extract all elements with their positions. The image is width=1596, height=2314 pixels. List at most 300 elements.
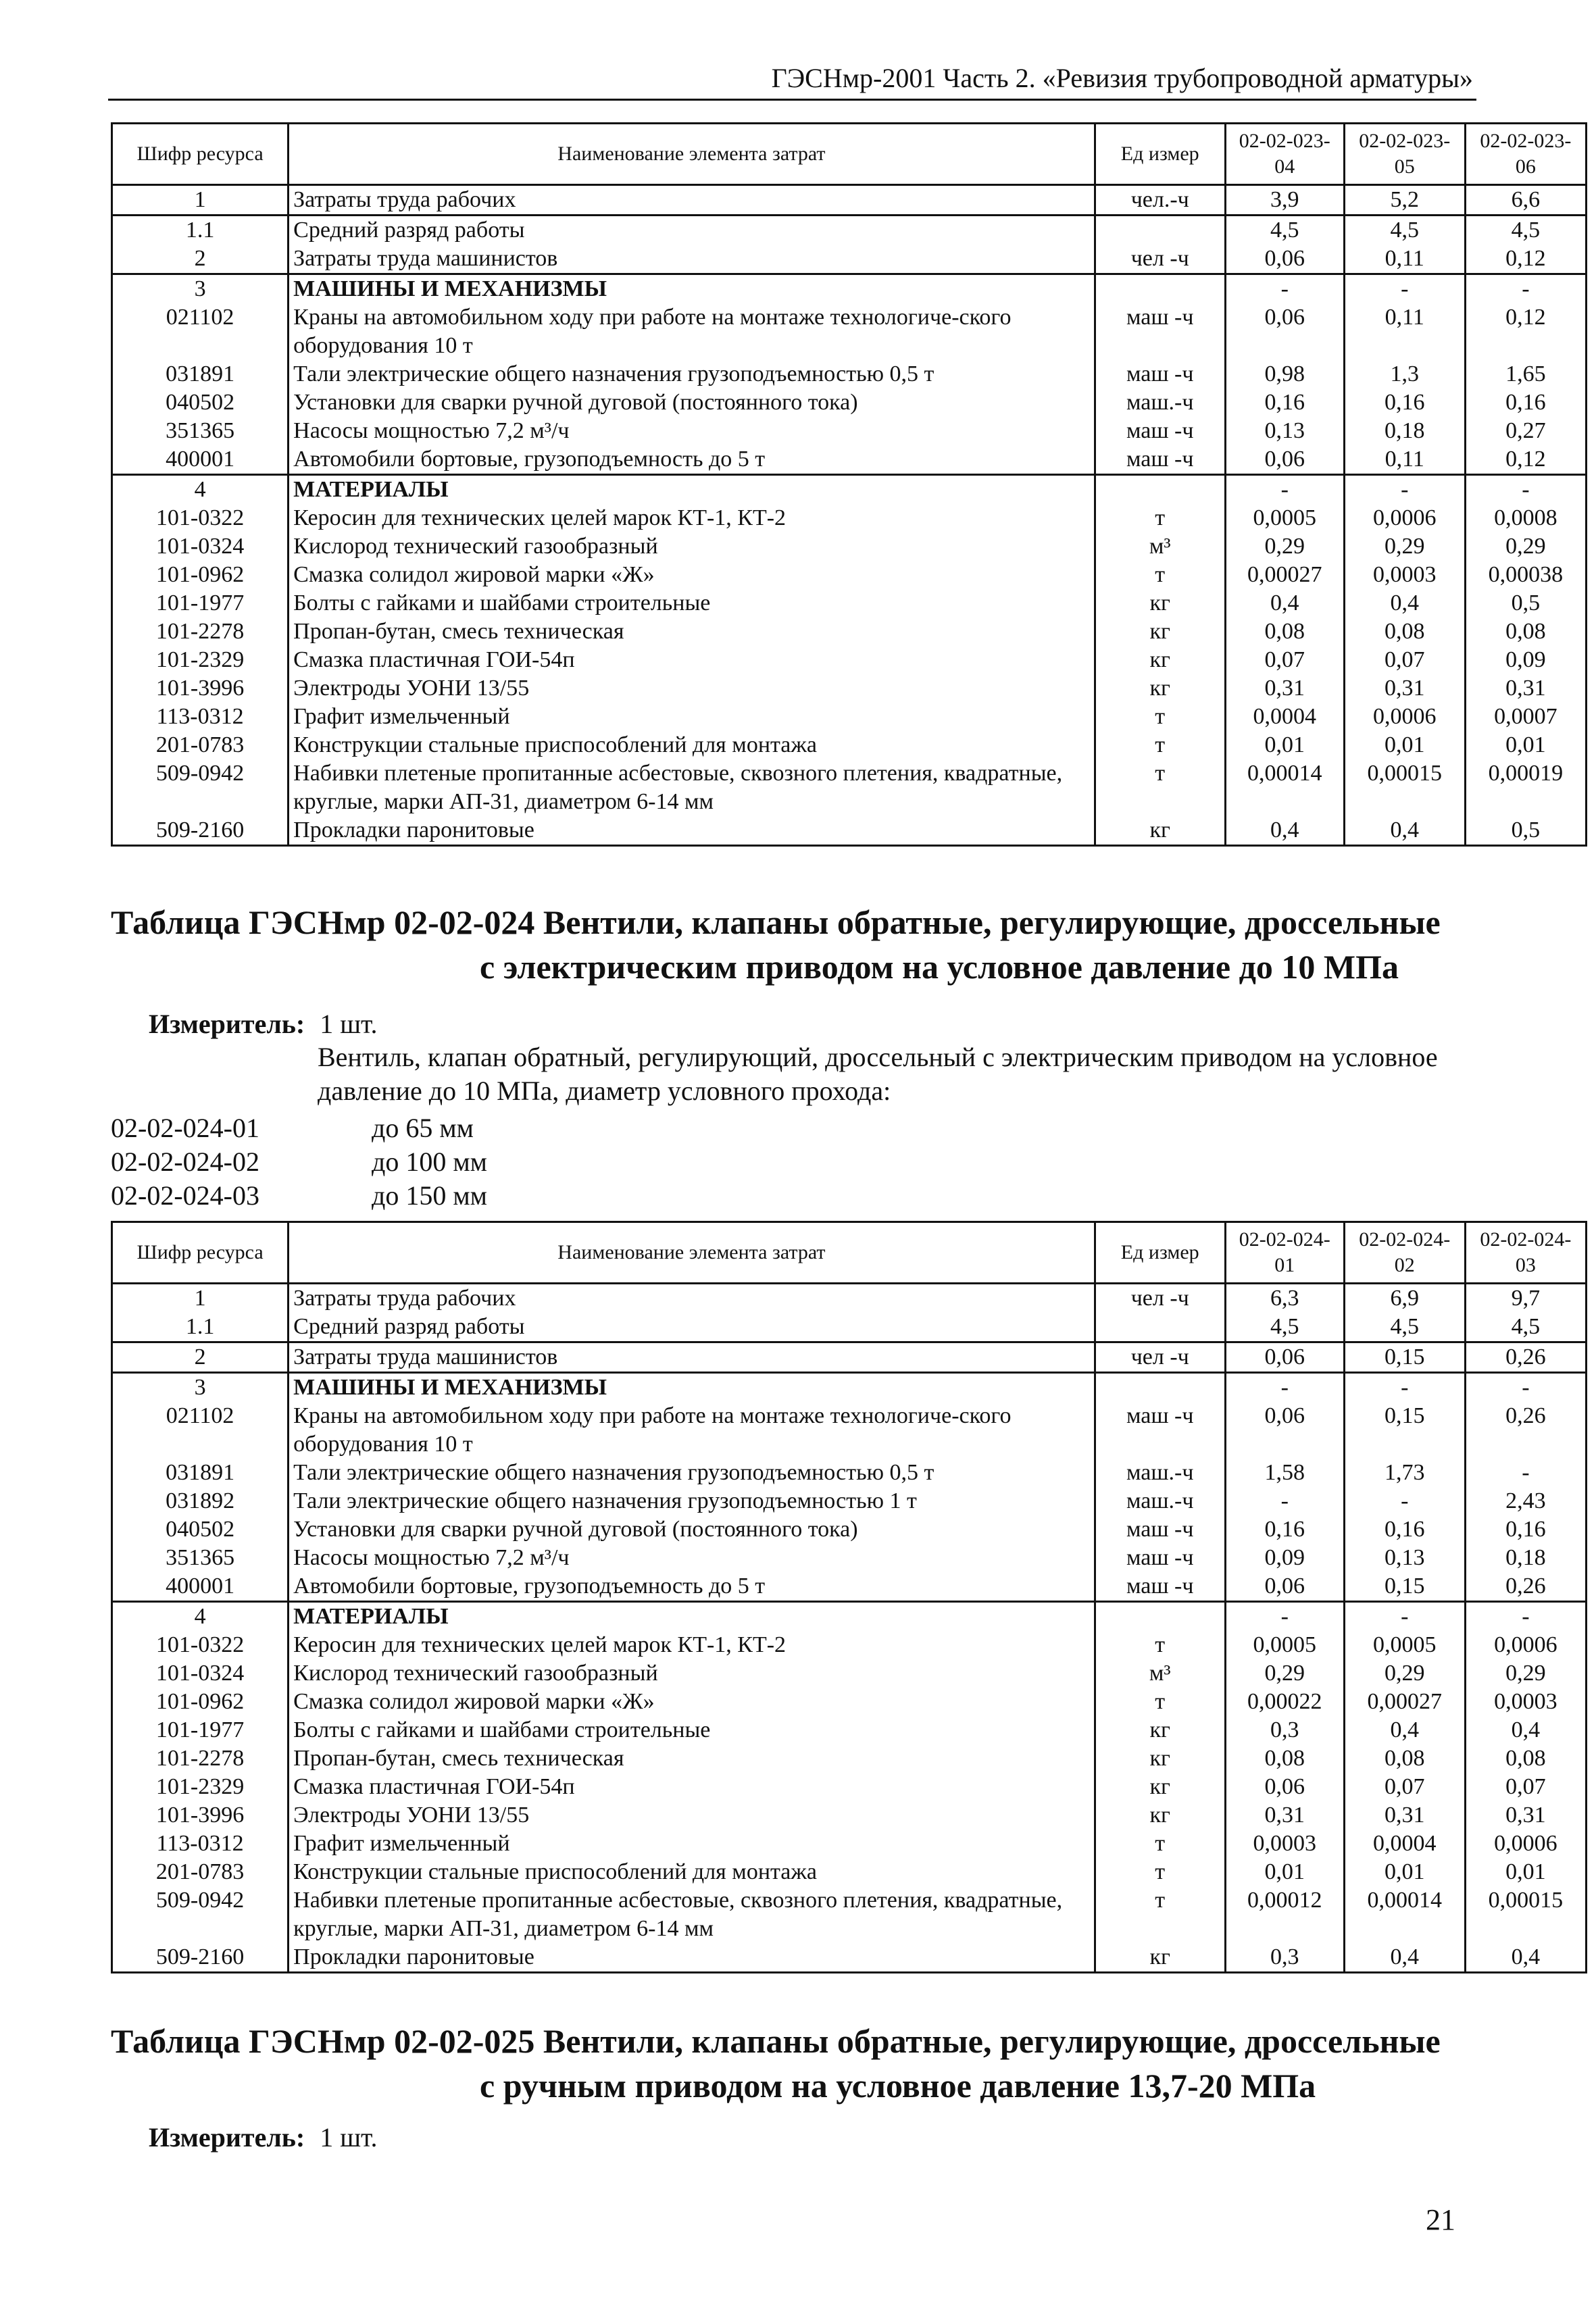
variant-text: до 65 мм [372, 1113, 474, 1143]
norm-value-3: 0,00038 [1488, 562, 1564, 587]
resource-unit: т [1095, 1830, 1225, 1858]
resource-code: 2 [112, 245, 289, 274]
norm-value-3: 1,65 [1505, 361, 1546, 386]
norm-value-2: 0,07 [1344, 646, 1465, 674]
resource-code: 101-0962 [112, 561, 289, 589]
resource-unit: т [1095, 504, 1225, 532]
variant-row [111, 1179, 487, 1213]
norm-value-3: 4,5 [1465, 1313, 1586, 1342]
col-header-norm-1: 02-02-023-04 [1225, 124, 1344, 185]
norm-value-2: 0,29 [1344, 532, 1465, 561]
resource-name: МАТЕРИАЛЫ [289, 1602, 1095, 1632]
norm-value-3: 0,31 [1505, 676, 1546, 701]
norm-value-3: 0,08 [1505, 619, 1546, 644]
resource-unit: маш -ч [1095, 417, 1225, 445]
resource-unit: чел -ч [1095, 1284, 1225, 1313]
norm-value-1: 0,3 [1225, 1943, 1344, 1973]
norm-value-1: 0,00012 [1225, 1886, 1344, 1943]
norm-value-1: 0,08 [1225, 1744, 1344, 1773]
resource-name: Электроды УОНИ 13/55 [289, 674, 1095, 703]
table-row [112, 417, 1587, 445]
resource-name: Установки для сварки ручной дуговой (постоянного тока) [289, 388, 1095, 417]
resource-name: Краны на автомобильном ходу при работе на монтаже технологиче-ского оборудования 10 т [289, 1402, 1095, 1459]
resource-unit: т [1095, 731, 1225, 759]
table-row [112, 475, 1587, 505]
resource-code: 400001 [112, 445, 289, 475]
norm-value-1: 0,00014 [1225, 759, 1344, 816]
norm-value-2: 4,5 [1344, 1313, 1465, 1342]
resource-unit: кг [1095, 1716, 1225, 1744]
norm-value-1: 0,29 [1225, 1659, 1344, 1688]
norm-value-2: 0,01 [1344, 731, 1465, 759]
norm-value-2: 1,73 [1344, 1459, 1465, 1487]
table-row [112, 1886, 1587, 1943]
norm-value-1: 0,29 [1225, 532, 1344, 561]
norm-value-1: 4,5 [1225, 216, 1344, 245]
norm-value-1: 0,06 [1225, 245, 1344, 274]
norm-value-2: 0,4 [1344, 1943, 1465, 1973]
norm-value-2: 0,01 [1344, 1858, 1465, 1886]
table-row [112, 1716, 1587, 1744]
table-024-title-line-1: Таблица ГЭСНмр 02-02-024 Вентили, клапаны обратные, регулирующие, дроссельные [111, 903, 1441, 941]
resource-unit: кг [1095, 1943, 1225, 1973]
norm-value-1: 0,31 [1225, 674, 1344, 703]
table-row [112, 445, 1587, 475]
table-row [112, 703, 1587, 731]
col-header-unit: Ед измер [1095, 1222, 1225, 1284]
norm-value-2: 0,13 [1344, 1544, 1465, 1572]
resource-name: МАШИНЫ И МЕХАНИЗМЫ [289, 1373, 1095, 1403]
resource-code: 113-0312 [112, 703, 289, 731]
table-row [112, 589, 1587, 618]
resource-name: МАТЕРИАЛЫ [289, 475, 1095, 505]
norm-value-1: - [1225, 1487, 1344, 1515]
norm-value-3: 6,6 [1465, 185, 1586, 216]
resource-code: 3 [112, 1373, 289, 1403]
resource-name: Набивки плетеные пропитанные асбестовые, сквозного плетения, квадратные, круглые, марки АП-31, диаметром 6-14 мм [289, 1886, 1095, 1943]
table-025-title-line-2: с ручным приводом на условное давление 13,7-20 МПа [480, 2067, 1316, 2105]
norm-value-1: 0,06 [1225, 1342, 1344, 1373]
resource-name: Смазка солидол жировой марки «Ж» [289, 1688, 1095, 1716]
variant-code: 02-02-024-01 [111, 1113, 259, 1143]
table-row [112, 1830, 1587, 1858]
norm-value-2: 0,11 [1344, 303, 1465, 360]
norm-value-2: 0,31 [1344, 1801, 1465, 1830]
resource-unit: кг [1095, 674, 1225, 703]
resource-name: Средний разряд работы [289, 1313, 1095, 1342]
resource-code: 509-2160 [112, 816, 289, 846]
norm-value-3: - [1522, 1460, 1530, 1485]
table-header-row [112, 124, 1587, 185]
resource-code: 031892 [112, 1487, 289, 1515]
resource-unit: кг [1095, 1801, 1225, 1830]
norm-value-1: 0,06 [1225, 1773, 1344, 1801]
norm-value-3: 4,5 [1511, 218, 1541, 243]
norm-value-3: 9,7 [1511, 1286, 1541, 1311]
norm-value-3: 0,12 [1505, 305, 1546, 330]
measure-value: 1 шт. [320, 2122, 378, 2153]
norm-value-1: - [1225, 1602, 1344, 1632]
resource-unit: т [1095, 1886, 1225, 1943]
resource-code: 2 [112, 1342, 289, 1373]
resource-code: 040502 [112, 388, 289, 417]
norm-value-2: 0,15 [1344, 1342, 1465, 1373]
table-row [112, 1313, 1587, 1342]
norm-value-2: 0,00014 [1344, 1886, 1465, 1943]
resource-name: Тали электрические общего назначения грузоподъемностью 0,5 т [289, 1459, 1095, 1487]
norm-value-2: 0,15 [1344, 1402, 1465, 1459]
table-row [112, 245, 1587, 274]
resource-code: 040502 [112, 1515, 289, 1544]
variant-row [111, 1145, 487, 1179]
col-header-name: Наименование элемента затрат [289, 124, 1095, 185]
norm-value-1: 0,3 [1225, 1716, 1344, 1744]
norm-value-1: 0,00022 [1225, 1688, 1344, 1716]
norm-value-1: 0,06 [1225, 1572, 1344, 1602]
resource-table-024 [111, 1221, 1587, 1973]
resource-code: 400001 [112, 1572, 289, 1602]
norm-value-3: 0,26 [1505, 1403, 1546, 1428]
col-header-code: Шифр ресурса [112, 124, 289, 185]
resource-code: 3 [112, 274, 289, 304]
norm-value-2: 4,5 [1344, 216, 1465, 245]
page-number: 21 [1426, 2203, 1455, 2236]
norm-value-3: - [1522, 276, 1530, 301]
resource-code: 1.1 [112, 1313, 289, 1342]
norm-value-1: 0,0003 [1225, 1830, 1344, 1858]
resource-name: Пропан-бутан, смесь техническая [289, 618, 1095, 646]
norm-value-2: 0,29 [1344, 1659, 1465, 1688]
measure-label: Измеритель: [149, 2122, 305, 2153]
resource-unit: кг [1095, 816, 1225, 846]
norm-value-1: 0,0005 [1225, 1631, 1344, 1659]
resource-unit: т [1095, 1688, 1225, 1716]
norm-value-1: 0,0004 [1225, 703, 1344, 731]
resource-code: 101-0322 [112, 504, 289, 532]
norm-value-1: 1,58 [1225, 1459, 1344, 1487]
resource-name: Пропан-бутан, смесь техническая [289, 1744, 1095, 1773]
table-row [112, 674, 1587, 703]
resource-unit: маш.-ч [1095, 1487, 1225, 1515]
resource-unit: маш.-ч [1095, 1459, 1225, 1487]
col-header-norm-2: 02-02-023-05 [1344, 124, 1465, 185]
norm-value-2: 0,0006 [1344, 703, 1465, 731]
norm-value-1: 4,5 [1225, 1313, 1344, 1342]
norm-value-1: 0,01 [1225, 1858, 1344, 1886]
resource-unit [1095, 216, 1225, 245]
resource-name: Затраты труда рабочих [289, 185, 1095, 216]
norm-value-2: 0,11 [1344, 245, 1465, 274]
norm-value-3: 0,16 [1505, 1517, 1546, 1542]
resource-name: Насосы мощностью 7,2 м³/ч [289, 417, 1095, 445]
norm-value-1: 0,16 [1225, 1515, 1344, 1544]
resource-code: 101-1977 [112, 589, 289, 618]
col-header-norm-3: 02-02-023-06 [1465, 124, 1586, 185]
resource-unit: т [1095, 561, 1225, 589]
resource-unit: кг [1095, 618, 1225, 646]
resource-code: 4 [112, 475, 289, 505]
norm-value-1: - [1225, 1373, 1344, 1403]
norm-value-3: - [1522, 1604, 1530, 1629]
norm-value-2: 0,16 [1344, 388, 1465, 417]
norm-value-1: 0,98 [1225, 360, 1344, 388]
resource-name: Смазка пластичная ГОИ-54п [289, 646, 1095, 674]
resource-code: 101-2278 [112, 1744, 289, 1773]
resource-name: Электроды УОНИ 13/55 [289, 1801, 1095, 1830]
norm-value-3: 0,16 [1505, 390, 1546, 415]
resource-name: Кислород технический газообразный [289, 1659, 1095, 1688]
resource-unit: кг [1095, 646, 1225, 674]
resource-unit [1095, 475, 1225, 505]
resource-unit [1095, 274, 1225, 304]
norm-value-2: 0,18 [1344, 417, 1465, 445]
norm-value-2: 0,31 [1344, 674, 1465, 703]
norm-value-3: 0,4 [1511, 1717, 1541, 1742]
table-header-row [112, 1222, 1587, 1284]
norm-value-3: 0,0003 [1494, 1689, 1557, 1714]
norm-value-2: 5,2 [1344, 185, 1465, 216]
norm-value-1: - [1225, 475, 1344, 505]
norm-value-2: 6,9 [1344, 1284, 1465, 1313]
measure-label: Измеритель: [149, 1009, 305, 1039]
norm-value-1: 0,06 [1225, 1402, 1344, 1459]
norm-value-3: 0,00015 [1488, 1888, 1564, 1913]
norm-value-3: 0,08 [1505, 1746, 1546, 1771]
resource-name: Автомобили бортовые, грузоподъемность до 5 т [289, 1572, 1095, 1602]
table-row [112, 1459, 1587, 1487]
norm-value-1: 0,01 [1225, 731, 1344, 759]
resource-code: 1 [112, 185, 289, 216]
table-row [112, 360, 1587, 388]
resource-code: 1.1 [112, 216, 289, 245]
norm-value-3: 0,18 [1505, 1545, 1546, 1570]
resource-unit: маш -ч [1095, 1515, 1225, 1544]
table-row [112, 1402, 1587, 1459]
norm-value-2: 0,4 [1344, 816, 1465, 846]
table-row [112, 1602, 1587, 1632]
table-row [112, 1487, 1587, 1515]
table-row [112, 618, 1587, 646]
resource-unit: м³ [1095, 532, 1225, 561]
table-row [112, 1544, 1587, 1572]
table-row [112, 1688, 1587, 1716]
norm-value-2: 0,00015 [1344, 759, 1465, 816]
table-024-title [111, 900, 1476, 989]
resource-name: Краны на автомобильном ходу при работе на монтаже технологиче-ского оборудования 10 т [289, 303, 1095, 360]
resource-name: Конструкции стальные приспособлений для монтажа [289, 731, 1095, 759]
norm-value-2: - [1344, 1373, 1465, 1403]
resource-name: Набивки плетеные пропитанные асбестовые, сквозного плетения, квадратные, круглые, марки АП-31, диаметром 6-14 мм [289, 759, 1095, 816]
norm-value-2: 0,4 [1344, 1716, 1465, 1744]
resource-code: 509-0942 [112, 759, 289, 816]
norm-value-2: 1,3 [1344, 360, 1465, 388]
norm-value-3: 2,43 [1505, 1488, 1546, 1513]
resource-code: 031891 [112, 360, 289, 388]
resource-unit: т [1095, 1631, 1225, 1659]
norm-value-3: 0,12 [1465, 245, 1586, 274]
norm-value-2: 0,08 [1344, 618, 1465, 646]
resource-name: Кислород технический газообразный [289, 532, 1095, 561]
resource-name: Болты с гайками и шайбами строительные [289, 1716, 1095, 1744]
resource-code: 101-2278 [112, 618, 289, 646]
table-row [112, 532, 1587, 561]
table-row [112, 1773, 1587, 1801]
norm-value-2: 0,08 [1344, 1744, 1465, 1773]
norm-value-3: 0,01 [1505, 1859, 1546, 1884]
resource-name: МАШИНЫ И МЕХАНИЗМЫ [289, 274, 1095, 304]
resource-unit: маш -ч [1095, 303, 1225, 360]
resource-unit [1095, 1602, 1225, 1632]
resource-name: Смазка пластичная ГОИ-54п [289, 1773, 1095, 1801]
resource-code: 031891 [112, 1459, 289, 1487]
norm-value-2: - [1344, 1487, 1465, 1515]
table-row [112, 1373, 1587, 1403]
norm-value-3: 0,4 [1511, 1944, 1541, 1969]
resource-code: 101-3996 [112, 1801, 289, 1830]
norm-value-3: 0,26 [1465, 1572, 1586, 1602]
resource-code: 101-2329 [112, 1773, 289, 1801]
norm-value-2: 0,0006 [1344, 504, 1465, 532]
resource-code: 021102 [112, 303, 289, 360]
resource-code: 101-3996 [112, 674, 289, 703]
resource-name: Средний разряд работы [289, 216, 1095, 245]
norm-value-1: 0,09 [1225, 1544, 1344, 1572]
table-row [112, 185, 1587, 216]
norm-value-2: - [1344, 274, 1465, 304]
resource-unit: чел -ч [1095, 1342, 1225, 1373]
resource-name: Установки для сварки ручной дуговой (постоянного тока) [289, 1515, 1095, 1544]
table-row [112, 561, 1587, 589]
resource-name: Болты с гайками и шайбами строительные [289, 589, 1095, 618]
resource-code: 351365 [112, 417, 289, 445]
norm-value-2: 0,11 [1344, 445, 1465, 475]
table-row [112, 388, 1587, 417]
table-row [112, 731, 1587, 759]
norm-value-1: 0,16 [1225, 388, 1344, 417]
resource-code: 101-1977 [112, 1716, 289, 1744]
resource-code: 1 [112, 1284, 289, 1313]
norm-value-3: 0,0006 [1494, 1632, 1557, 1657]
norm-value-2: - [1344, 475, 1465, 505]
table-024-title-line-2: с электрическим приводом на условное давление до 10 МПа [480, 948, 1399, 986]
table-row [112, 759, 1587, 816]
resource-name: Тали электрические общего назначения грузоподъемностью 1 т [289, 1487, 1095, 1515]
resource-name: Прокладки паронитовые [289, 1943, 1095, 1973]
measure-value: 1 шт. [320, 1009, 378, 1039]
norm-value-1: 0,06 [1225, 303, 1344, 360]
norm-value-3: 0,29 [1505, 1661, 1546, 1686]
resource-code: 101-2329 [112, 646, 289, 674]
table-row [112, 274, 1587, 304]
table-row [112, 1284, 1587, 1313]
norm-value-3: - [1522, 1375, 1530, 1400]
norm-value-2: 0,0005 [1344, 1631, 1465, 1659]
table-row [112, 216, 1587, 245]
col-header-unit: Ед измер [1095, 124, 1225, 185]
table-row [112, 1943, 1587, 1973]
resource-code: 101-0322 [112, 1631, 289, 1659]
table-row [112, 1342, 1587, 1373]
norm-value-3: 0,12 [1465, 445, 1586, 475]
resource-code: 509-2160 [112, 1943, 289, 1973]
col-header-norm-3: 02-02-024-03 [1465, 1222, 1586, 1284]
resource-name: Затраты труда машинистов [289, 245, 1095, 274]
resource-code: 201-0783 [112, 1858, 289, 1886]
resource-unit: т [1095, 703, 1225, 731]
norm-value-3: 0,0008 [1494, 505, 1557, 530]
header-rule [108, 99, 1476, 101]
norm-value-2: 0,15 [1344, 1572, 1465, 1602]
resource-unit: маш -ч [1095, 1572, 1225, 1602]
norm-value-3: 0,29 [1505, 534, 1546, 559]
norm-value-3: 0,27 [1505, 418, 1546, 443]
measure-025 [149, 2121, 378, 2154]
table-row [112, 1858, 1587, 1886]
col-header-name: Наименование элемента затрат [289, 1222, 1095, 1284]
norm-value-3: 0,07 [1505, 1774, 1546, 1799]
resource-code: 101-0324 [112, 532, 289, 561]
resource-name: Прокладки паронитовые [289, 816, 1095, 846]
resource-unit: кг [1095, 1773, 1225, 1801]
col-header-norm-1: 02-02-024-01 [1225, 1222, 1344, 1284]
norm-value-3: 0,01 [1505, 732, 1546, 757]
col-header-code: Шифр ресурса [112, 1222, 289, 1284]
measure-024 [149, 1008, 378, 1040]
norm-value-1: 3,9 [1225, 185, 1344, 216]
norm-value-3: 0,5 [1511, 818, 1541, 842]
resource-name: Графит измельченный [289, 703, 1095, 731]
resource-unit [1095, 1373, 1225, 1403]
table-row [112, 303, 1587, 360]
resource-unit: чел.-ч [1095, 185, 1225, 216]
resource-code: 509-0942 [112, 1886, 289, 1943]
resource-unit: т [1095, 1858, 1225, 1886]
norm-value-1: - [1225, 274, 1344, 304]
resource-code: 101-0324 [112, 1659, 289, 1688]
table-row [112, 504, 1587, 532]
norm-value-2: 0,00027 [1344, 1688, 1465, 1716]
variant-text: до 150 мм [372, 1180, 487, 1211]
norm-value-2: - [1344, 1602, 1465, 1632]
norm-value-3: 0,5 [1511, 590, 1541, 615]
norm-value-2: 0,4 [1344, 589, 1465, 618]
variant-text: до 100 мм [372, 1147, 487, 1177]
norm-value-1: 0,13 [1225, 417, 1344, 445]
variant-code: 02-02-024-03 [111, 1180, 259, 1211]
norm-value-3: 0,31 [1505, 1803, 1546, 1828]
resource-code: 351365 [112, 1544, 289, 1572]
table-024-description [111, 1040, 1482, 1108]
table-row [112, 1631, 1587, 1659]
resource-name: Затраты труда рабочих [289, 1284, 1095, 1313]
resource-table-023 [111, 122, 1587, 847]
norm-value-3: 0,00019 [1488, 761, 1564, 786]
norm-value-1: 0,31 [1225, 1801, 1344, 1830]
resource-code: 201-0783 [112, 731, 289, 759]
resource-code: 113-0312 [112, 1830, 289, 1858]
norm-value-1: 0,08 [1225, 618, 1344, 646]
norm-value-1: 0,00027 [1225, 561, 1344, 589]
resource-name: Смазка солидол жировой марки «Ж» [289, 561, 1095, 589]
norm-value-2: 0,16 [1344, 1515, 1465, 1544]
table-row [112, 1744, 1587, 1773]
norm-value-1: 0,4 [1225, 816, 1344, 846]
norm-value-2: 0,07 [1344, 1773, 1465, 1801]
resource-name: Тали электрические общего назначения грузоподъемностью 0,5 т [289, 360, 1095, 388]
resource-code: 4 [112, 1602, 289, 1632]
resource-unit: маш -ч [1095, 1402, 1225, 1459]
norm-value-3: 0,0007 [1494, 704, 1557, 729]
